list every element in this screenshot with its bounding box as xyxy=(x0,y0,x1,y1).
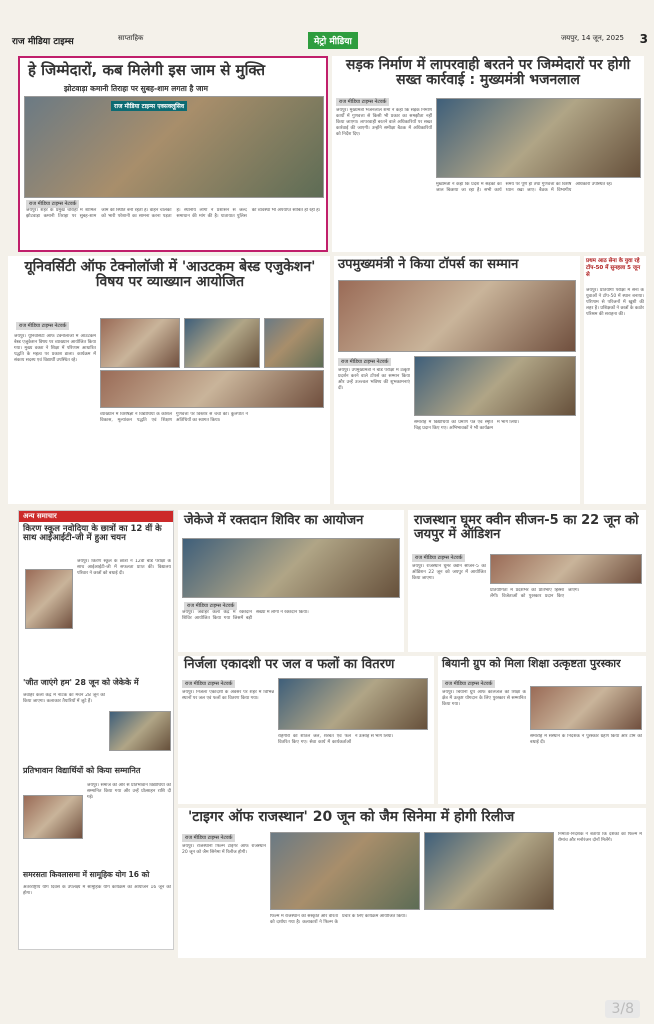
headline: राजस्थान घूमर क्वीन सीजन-5 का 22 जून को जयपुर में ऑडिशन xyxy=(414,513,639,543)
meeting-photo xyxy=(436,98,641,178)
article-text-left: जयपुर। राजस्थानी फिल्म टाइगर ऑफ राजस्थान 20 जून को जैम सिनेमा में रिलीज होगी। xyxy=(182,844,266,855)
article-text-right: निर्माता-निर्देशक ने बताया कि दर्शकों को फिल्म में रोमांच और मनोरंजन दोनों मिलेंगे। xyxy=(558,832,642,843)
other-news-headline-1: किरण स्कूल नवोदिया के छात्रों का 12 वीं के साथ आईआईटी-जी में हुआ चयन xyxy=(23,524,162,544)
other-news-text-3: जयपुर। समाज की ओर से प्रतिभावान विद्यार्थियों को सम्मानित किया गया और उन्हें प्रोत्साहन राशि दी गई। xyxy=(87,783,171,800)
other-news-text-1: जयपुर। किरण स्कूल के छात्रों ने 12वीं बोर्ड परीक्षा के साथ आईआईटी-जी में सफलता प्राप्त की। विद्यालय परिवार ने छात्रों को बधाई दी। xyxy=(77,559,171,576)
article-text: जयपुर। शहर के प्रमुख चौराहों में शामिल झोटवाड़ा कमानी तिराहा पर सुबह-शाम जाम की स्थिति बनी रहती है। वाहन चालकों को भारी परेशानी का सामना करना पड़ता है। स्थानीय लोगों ने प्रशासन से जल्द समाधान की मांग की है। यातायात पुलिस की व्यवस्था भी अपर्याप्त साबित हो रही है। xyxy=(26,208,321,219)
other-news-label: अन्य समाचार xyxy=(19,511,173,522)
lecture-photo-2 xyxy=(184,318,260,368)
story-university-lecture xyxy=(8,256,330,504)
other-news-headline-4: समरसता किवलासमा में सामूहिक योग 16 को xyxy=(23,870,150,879)
byline: राज मीडिया टाइम्स नेटवर्क xyxy=(182,834,235,842)
ceremony-photo xyxy=(414,356,576,416)
article-text-right: समारोह में विद्यार्थियों को प्रमाण पत्र एवं स्मृति चिह्न प्रदान किए गए। अभिभावकों ने भी कार्यक्रम में भाग लिया। xyxy=(414,420,520,431)
article-text-middle: फिल्म में राजस्थान की संस्कृति और वीरता को दर्शाया गया है। कलाकारों ने फिल्म के प्रचार के लिए कार्यक्रम आयोजित किया। xyxy=(270,914,407,925)
distribution-photo xyxy=(278,678,428,730)
page-number: 3 xyxy=(639,32,648,46)
story-traffic-jam xyxy=(18,56,328,252)
byline: राज मीडिया टाइम्स नेटवर्क xyxy=(338,358,391,366)
other-news-text-2: जवाहर कला केंद्र में नाटक का मंचन 28 जून को किया जाएगा। कलाकार तैयारियों में जुटे हैं। xyxy=(23,693,105,704)
story-blood-donation xyxy=(178,510,404,652)
award-photo xyxy=(530,686,642,730)
article-text-left: जयपुर। उपमुख्यमंत्री ने बोर्ड परीक्षा में उत्कृष्ट प्रदर्शन करने वाले टॉपर्स का सम्मान किया और उन्हें उज्ज्वल भविष्य की शुभकामनाएं दीं। xyxy=(338,368,410,391)
headline: बियानी ग्रुप को मिला शिक्षा उत्कृष्टता पुरस्कार xyxy=(442,657,621,670)
headline: हे जिम्मेदारों, कब मिलेगी इस जाम से मुक्ति xyxy=(28,61,266,79)
article-text-right: समारोह में संस्थान के निदेशक ने पुरस्कार ग्रहण किया और टीम को बधाई दी। xyxy=(530,734,642,745)
headline: 'टाइगर ऑफ राजस्थान' 20 जून को जैम सिनेमा में होगी रिलीज xyxy=(188,809,515,825)
byline: राज मीडिया टाइम्स नेटवर्क xyxy=(26,200,79,208)
byline: राज मीडिया टाइम्स नेटवर्क xyxy=(182,680,235,688)
lecture-photo-3 xyxy=(264,318,324,368)
film-cast-photo xyxy=(424,832,554,910)
traffic-photo xyxy=(24,96,324,198)
toppers-photo-strip xyxy=(338,280,576,352)
film-poster xyxy=(270,832,420,910)
article-text-left: जयपुर। बियानी ग्रुप ऑफ कॉलेजेज को शिक्षा के क्षेत्र में उत्कृष्ट योगदान के लिए पुरस्कार से सम्मानित किया गया। xyxy=(442,690,526,707)
byline: राज मीडिया टाइम्स नेटवर्क xyxy=(336,98,389,106)
article-text-right: व्याख्यान में विशेषज्ञों ने विद्यार्थियों के कौशल विकास, मूल्यांकन पद्धति एवं शिक्षण गुणवत्ता पर विस्तार से चर्चा की। कुलपति ने अतिथियों का स्वागत किया। xyxy=(100,412,248,423)
other-news-text-4: अंतरराष्ट्रीय योग दिवस के उपलक्ष्य में सामूहिक योग कार्यक्रम का आयोजन 16 जून को होगा। xyxy=(23,885,171,896)
story-nirjala-ekadashi xyxy=(178,656,434,804)
story-tiger-film xyxy=(178,808,646,958)
headline: प्रथम आठ सेना के युवा रहे टॉप-50 में सुनहला 5 जून से xyxy=(586,258,641,278)
article-text-right: मुख्यमंत्री ने कहा कि प्रदेश में सड़कों का जाल बिछाया जा रहा है। सभी कार्य समय पर पूर्ण हों तथा गुणवत्ता का विशेष ध्यान रखा जाए। बैठक में विभागीय अधिकारी उपस्थित रहे। xyxy=(436,182,613,193)
ghoomar-banner-photo xyxy=(490,554,642,584)
lecture-photo-4 xyxy=(100,370,324,408)
story-road-construction xyxy=(332,56,644,252)
headline: सड़क निर्माण में लापरवाही बरतने पर जिम्मेदारों पर होगी सख्त कार्रवाई : मुख्यमंत्री भजनलाल xyxy=(345,57,631,89)
blood-camp-photo xyxy=(182,538,400,598)
subheadline: झोटवाड़ा कमानी तिराहा पर सुबह-शाम लगता है जाम xyxy=(64,84,208,93)
story-side-column xyxy=(584,256,646,504)
lecture-photo-1 xyxy=(100,318,180,368)
other-news-column xyxy=(18,510,174,950)
byline: राज मीडिया टाइम्स नेटवर्क xyxy=(16,322,69,330)
article-text-left: जयपुर। निर्जला एकादशी के अवसर पर शहर में विभिन्न स्थानों पर जल एवं फलों का वितरण किया गया। xyxy=(182,690,274,701)
article-text-left: जयपुर। मुख्यमंत्री भजनलाल शर्मा ने कहा कि सड़क निर्माण कार्यों में गुणवत्ता से किसी भी प्रकार का समझौता नहीं किया जाएगा। लापरवाही बरतने वाले अधिकारियों पर सख्त कार्रवाई की जाएगी। उन्होंने समीक्षा बैठक में अधिकारियों को निर्देश दिए। xyxy=(336,108,432,137)
felicitation-photo xyxy=(23,795,83,839)
article-text-left: जयपुर। राजस्थान घूमर क्वीन सीजन-5 का ऑडिशन 22 जून को जयपुर में आयोजित किया जाएगा। xyxy=(412,564,486,581)
page-badge: 3/8 xyxy=(605,1000,640,1018)
headline: यूनिवर्सिटी ऑफ टेक्नोलॉजी में 'आउटकम बेस्ड एजुकेशन' विषय पर व्याख्यान आयोजित xyxy=(24,259,316,291)
article-text: जयपुर। जवाहर कला केंद्र में रक्तदान शिविर आयोजित किया गया जिसमें बड़ी संख्या में लोगों ने रक्तदान किया। xyxy=(182,610,309,621)
masthead xyxy=(8,32,646,48)
story-ghoomar-queen xyxy=(408,510,646,652)
headline: उपमुख्यमंत्री ने किया टॉपर्स का सम्मान xyxy=(338,257,519,272)
play-poster xyxy=(109,711,171,751)
date-label: जयपुर, 14 जून, 2025 xyxy=(560,34,624,42)
section-title: मेट्रो मीडिया xyxy=(308,32,358,49)
byline: राज मीडिया टाइम्स नेटवर्क xyxy=(412,554,465,562)
paper-name: राज मीडिया टाइम्स xyxy=(12,37,74,47)
headline: निर्जला एकादशी पर जल व फलों का वितरण xyxy=(184,657,395,672)
student-photo xyxy=(25,569,73,629)
article-text-right: राहगीरों को शीतल जल, शरबत एवं फल वितरित किए गए। सेवा कार्य में कार्यकर्ताओं ने उत्साह से भाग लिया। xyxy=(278,734,394,745)
article-text: जयपुर। प्रतियोगी परीक्षा में सेना के युवाओं ने टॉप-50 में स्थान बनाया। परिणाम से परिजनों में खुशी की लहर है। प्रशिक्षकों ने छात्रों के कठोर परिश्रम की सराहना की। xyxy=(586,288,644,317)
article-text-right: प्रतियोगिता में प्रदेशभर की प्रतिभाएं हिस्सा लेंगी। विजेताओं को पुरस्कार प्रदान किए जाएंगे। xyxy=(490,588,580,599)
exclusive-banner: राज मीडिया टाइम्स एक्सक्लूसिव xyxy=(111,101,187,111)
other-news-headline-2: 'जीत जाएंगे हम' 28 जून को जेकेके में xyxy=(23,678,139,687)
story-biyani-award xyxy=(438,656,646,804)
other-news-headline-3: प्रतिभावान विद्यार्थियों को किया सम्मानित xyxy=(23,766,141,775)
article-text-left: जयपुर। यूनिवर्सिटी ऑफ टेक्नोलॉजी में आउटकम बेस्ड एजुकेशन विषय पर व्याख्यान आयोजित किया गया। मुख्य वक्ता ने शिक्षा में परिणाम आधारित पद्धति के महत्व पर प्रकाश डाला। कार्यक्रम में संकाय सदस्य एवं विद्यार्थी उपस्थित रहे। xyxy=(14,334,96,363)
headline: जेकेजे में रक्तदान शिविर का आयोजन xyxy=(184,513,364,528)
story-toppers-honoured xyxy=(334,256,580,504)
byline: राज मीडिया टाइम्स नेटवर्क xyxy=(184,602,237,610)
byline: राज मीडिया टाइम्स नेटवर्क xyxy=(442,680,495,688)
edition-label: साप्ताहिक xyxy=(118,34,144,42)
